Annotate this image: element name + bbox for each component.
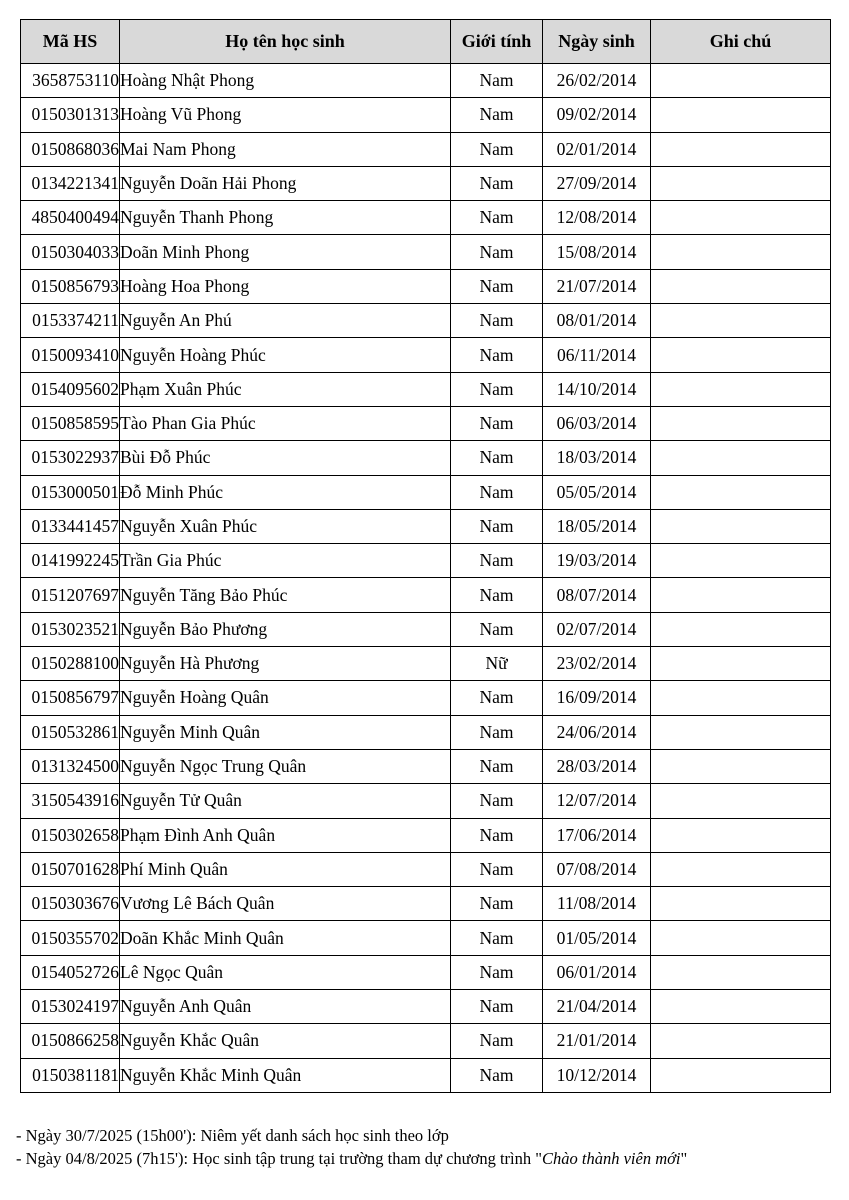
cell-date-of-birth: 26/02/2014 [543, 64, 651, 98]
cell-student-id: 0153022937 [21, 441, 120, 475]
cell-note [651, 818, 831, 852]
table-row [21, 304, 831, 338]
table-row [21, 544, 831, 578]
cell-note [651, 681, 831, 715]
cell-note [651, 578, 831, 612]
note-line-1: - Ngày 30/7/2025 (15h00'): Niêm yết danh sách học sinh theo lớp [16, 1126, 449, 1145]
cell-gender: Nam [451, 338, 543, 372]
cell-student-id: 0150858595 [21, 406, 120, 440]
note-line-2-suffix: " [680, 1149, 688, 1168]
cell-note [651, 887, 831, 921]
student-list-table [20, 19, 831, 1093]
cell-student-id: 0150532861 [21, 715, 120, 749]
table-row [21, 1058, 831, 1092]
cell-student-id: 0154095602 [21, 372, 120, 406]
cell-gender: Nam [451, 406, 543, 440]
cell-note [651, 784, 831, 818]
table-row [21, 509, 831, 543]
cell-date-of-birth: 23/02/2014 [543, 647, 651, 681]
header-student-name: Họ tên học sinh [120, 20, 451, 64]
cell-student-id: 0153000501 [21, 475, 120, 509]
table-row [21, 98, 831, 132]
cell-student-id: 0150302658 [21, 818, 120, 852]
cell-gender: Nam [451, 955, 543, 989]
notes-section [16, 1124, 687, 1170]
table-row [21, 1024, 831, 1058]
cell-date-of-birth: 11/08/2014 [543, 887, 651, 921]
cell-student-name: Nguyễn Anh Quân [120, 990, 451, 1024]
cell-gender: Nam [451, 612, 543, 646]
cell-note [651, 1058, 831, 1092]
cell-date-of-birth: 15/08/2014 [543, 235, 651, 269]
cell-note [651, 955, 831, 989]
cell-gender: Nam [451, 749, 543, 783]
cell-gender: Nam [451, 132, 543, 166]
cell-gender: Nam [451, 269, 543, 303]
header-gender: Giới tính [451, 20, 543, 64]
header-student-id: Mã HS [21, 20, 120, 64]
cell-student-name: Nguyễn Hoàng Phúc [120, 338, 451, 372]
cell-date-of-birth: 06/11/2014 [543, 338, 651, 372]
cell-gender: Nam [451, 98, 543, 132]
note-line-2-prefix: - Ngày 04/8/2025 (7h15'): Học sinh tập trung tại trường tham dự chương trình " [16, 1149, 542, 1168]
cell-student-id: 3150543916 [21, 784, 120, 818]
cell-date-of-birth: 19/03/2014 [543, 544, 651, 578]
cell-student-name: Nguyễn Tăng Bảo Phúc [120, 578, 451, 612]
table-row [21, 441, 831, 475]
cell-gender: Nam [451, 235, 543, 269]
cell-note [651, 269, 831, 303]
table-row [21, 406, 831, 440]
cell-student-id: 0131324500 [21, 749, 120, 783]
cell-student-id: 0134221341 [21, 166, 120, 200]
cell-note [651, 441, 831, 475]
table-row [21, 681, 831, 715]
cell-student-name: Phạm Đình Anh Quân [120, 818, 451, 852]
cell-note [651, 715, 831, 749]
cell-student-name: Hoàng Nhật Phong [120, 64, 451, 98]
cell-note [651, 852, 831, 886]
cell-gender: Nam [451, 372, 543, 406]
cell-student-name: Nguyễn Minh Quân [120, 715, 451, 749]
table-row [21, 852, 831, 886]
cell-date-of-birth: 21/04/2014 [543, 990, 651, 1024]
cell-student-name: Doãn Khắc Minh Quân [120, 921, 451, 955]
table-row [21, 715, 831, 749]
cell-gender: Nam [451, 1058, 543, 1092]
cell-student-name: Vương Lê Bách Quân [120, 887, 451, 921]
cell-gender: Nam [451, 1024, 543, 1058]
cell-note [651, 235, 831, 269]
cell-note [651, 304, 831, 338]
cell-gender: Nam [451, 201, 543, 235]
cell-student-id: 4850400494 [21, 201, 120, 235]
cell-date-of-birth: 02/07/2014 [543, 612, 651, 646]
cell-date-of-birth: 08/07/2014 [543, 578, 651, 612]
cell-note [651, 98, 831, 132]
cell-note [651, 132, 831, 166]
cell-note [651, 475, 831, 509]
cell-date-of-birth: 10/12/2014 [543, 1058, 651, 1092]
cell-student-id: 0150301313 [21, 98, 120, 132]
table-row [21, 578, 831, 612]
cell-student-id: 0154052726 [21, 955, 120, 989]
cell-gender: Nam [451, 578, 543, 612]
table-row [21, 235, 831, 269]
cell-date-of-birth: 21/01/2014 [543, 1024, 651, 1058]
table-row [21, 990, 831, 1024]
cell-student-name: Phí Minh Quân [120, 852, 451, 886]
table-row [21, 818, 831, 852]
cell-student-name: Nguyễn Hà Phương [120, 647, 451, 681]
cell-student-name: Nguyễn Khắc Minh Quân [120, 1058, 451, 1092]
cell-student-id: 0153023521 [21, 612, 120, 646]
table-row [21, 269, 831, 303]
cell-note [651, 749, 831, 783]
cell-student-name: Nguyễn Bảo Phương [120, 612, 451, 646]
cell-student-id: 0151207697 [21, 578, 120, 612]
cell-student-name: Trần Gia Phúc [120, 544, 451, 578]
cell-date-of-birth: 27/09/2014 [543, 166, 651, 200]
cell-gender: Nam [451, 887, 543, 921]
cell-student-id: 0150288100 [21, 647, 120, 681]
cell-gender: Nam [451, 304, 543, 338]
cell-note [651, 64, 831, 98]
cell-gender: Nam [451, 166, 543, 200]
cell-note [651, 201, 831, 235]
cell-note [651, 406, 831, 440]
cell-note [651, 372, 831, 406]
cell-note [651, 990, 831, 1024]
cell-student-id: 0150303676 [21, 887, 120, 921]
cell-date-of-birth: 16/09/2014 [543, 681, 651, 715]
table-row [21, 955, 831, 989]
table-row [21, 201, 831, 235]
cell-gender: Nữ [451, 647, 543, 681]
table-row [21, 612, 831, 646]
cell-date-of-birth: 02/01/2014 [543, 132, 651, 166]
cell-gender: Nam [451, 475, 543, 509]
cell-date-of-birth: 12/08/2014 [543, 201, 651, 235]
cell-date-of-birth: 07/08/2014 [543, 852, 651, 886]
table-row [21, 921, 831, 955]
cell-student-name: Hoàng Hoa Phong [120, 269, 451, 303]
header-note: Ghi chú [651, 20, 831, 64]
cell-student-id: 0150304033 [21, 235, 120, 269]
table-row [21, 166, 831, 200]
cell-gender: Nam [451, 921, 543, 955]
cell-date-of-birth: 28/03/2014 [543, 749, 651, 783]
cell-note [651, 338, 831, 372]
cell-date-of-birth: 08/01/2014 [543, 304, 651, 338]
cell-date-of-birth: 24/06/2014 [543, 715, 651, 749]
cell-date-of-birth: 06/03/2014 [543, 406, 651, 440]
cell-date-of-birth: 18/03/2014 [543, 441, 651, 475]
table-row [21, 132, 831, 166]
cell-date-of-birth: 14/10/2014 [543, 372, 651, 406]
cell-student-name: Nguyễn Tử Quân [120, 784, 451, 818]
cell-date-of-birth: 17/06/2014 [543, 818, 651, 852]
cell-student-name: Nguyễn Doãn Hải Phong [120, 166, 451, 200]
cell-gender: Nam [451, 852, 543, 886]
cell-student-id: 0150701628 [21, 852, 120, 886]
cell-student-id: 0153374211 [21, 304, 120, 338]
table-row [21, 647, 831, 681]
cell-gender: Nam [451, 990, 543, 1024]
cell-student-id: 0150093410 [21, 338, 120, 372]
cell-student-id: 0153024197 [21, 990, 120, 1024]
cell-student-name: Nguyễn An Phú [120, 304, 451, 338]
cell-date-of-birth: 21/07/2014 [543, 269, 651, 303]
note-line-2 [16, 1147, 687, 1170]
cell-student-name: Hoàng Vũ Phong [120, 98, 451, 132]
cell-student-name: Nguyễn Hoàng Quân [120, 681, 451, 715]
cell-student-name: Doãn Minh Phong [120, 235, 451, 269]
cell-date-of-birth: 18/05/2014 [543, 509, 651, 543]
header-date-of-birth: Ngày sinh [543, 20, 651, 64]
cell-student-id: 0150868036 [21, 132, 120, 166]
cell-student-id: 0150355702 [21, 921, 120, 955]
cell-note [651, 166, 831, 200]
cell-date-of-birth: 09/02/2014 [543, 98, 651, 132]
cell-gender: Nam [451, 441, 543, 475]
cell-note [651, 921, 831, 955]
table-row [21, 338, 831, 372]
cell-note [651, 1024, 831, 1058]
cell-student-name: Nguyễn Xuân Phúc [120, 509, 451, 543]
table-row [21, 64, 831, 98]
cell-gender: Nam [451, 681, 543, 715]
cell-gender: Nam [451, 818, 543, 852]
table-row [21, 887, 831, 921]
cell-student-name: Nguyễn Thanh Phong [120, 201, 451, 235]
cell-student-name: Mai Nam Phong [120, 132, 451, 166]
cell-gender: Nam [451, 715, 543, 749]
note-line-2-program-name: Chào thành viên mới [542, 1149, 681, 1168]
cell-student-id: 0141992245 [21, 544, 120, 578]
cell-student-id: 0133441457 [21, 509, 120, 543]
cell-student-name: Phạm Xuân Phúc [120, 372, 451, 406]
cell-student-name: Bùi Đỗ Phúc [120, 441, 451, 475]
cell-student-id: 0150856797 [21, 681, 120, 715]
cell-gender: Nam [451, 509, 543, 543]
cell-student-id: 0150381181 [21, 1058, 120, 1092]
cell-gender: Nam [451, 64, 543, 98]
cell-student-name: Tào Phan Gia Phúc [120, 406, 451, 440]
cell-note [651, 612, 831, 646]
cell-student-name: Nguyễn Khắc Quân [120, 1024, 451, 1058]
cell-student-name: Nguyễn Ngọc Trung Quân [120, 749, 451, 783]
cell-gender: Nam [451, 544, 543, 578]
cell-note [651, 544, 831, 578]
cell-student-name: Lê Ngọc Quân [120, 955, 451, 989]
cell-student-name: Đỗ Minh Phúc [120, 475, 451, 509]
cell-date-of-birth: 01/05/2014 [543, 921, 651, 955]
cell-date-of-birth: 06/01/2014 [543, 955, 651, 989]
table-body [21, 64, 831, 1093]
cell-gender: Nam [451, 784, 543, 818]
table-row [21, 749, 831, 783]
cell-note [651, 509, 831, 543]
cell-student-id: 3658753110 [21, 64, 120, 98]
cell-student-id: 0150866258 [21, 1024, 120, 1058]
table-row [21, 475, 831, 509]
table-row [21, 784, 831, 818]
cell-date-of-birth: 05/05/2014 [543, 475, 651, 509]
cell-note [651, 647, 831, 681]
cell-student-id: 0150856793 [21, 269, 120, 303]
cell-date-of-birth: 12/07/2014 [543, 784, 651, 818]
table-row [21, 372, 831, 406]
table-header-row [21, 20, 831, 64]
